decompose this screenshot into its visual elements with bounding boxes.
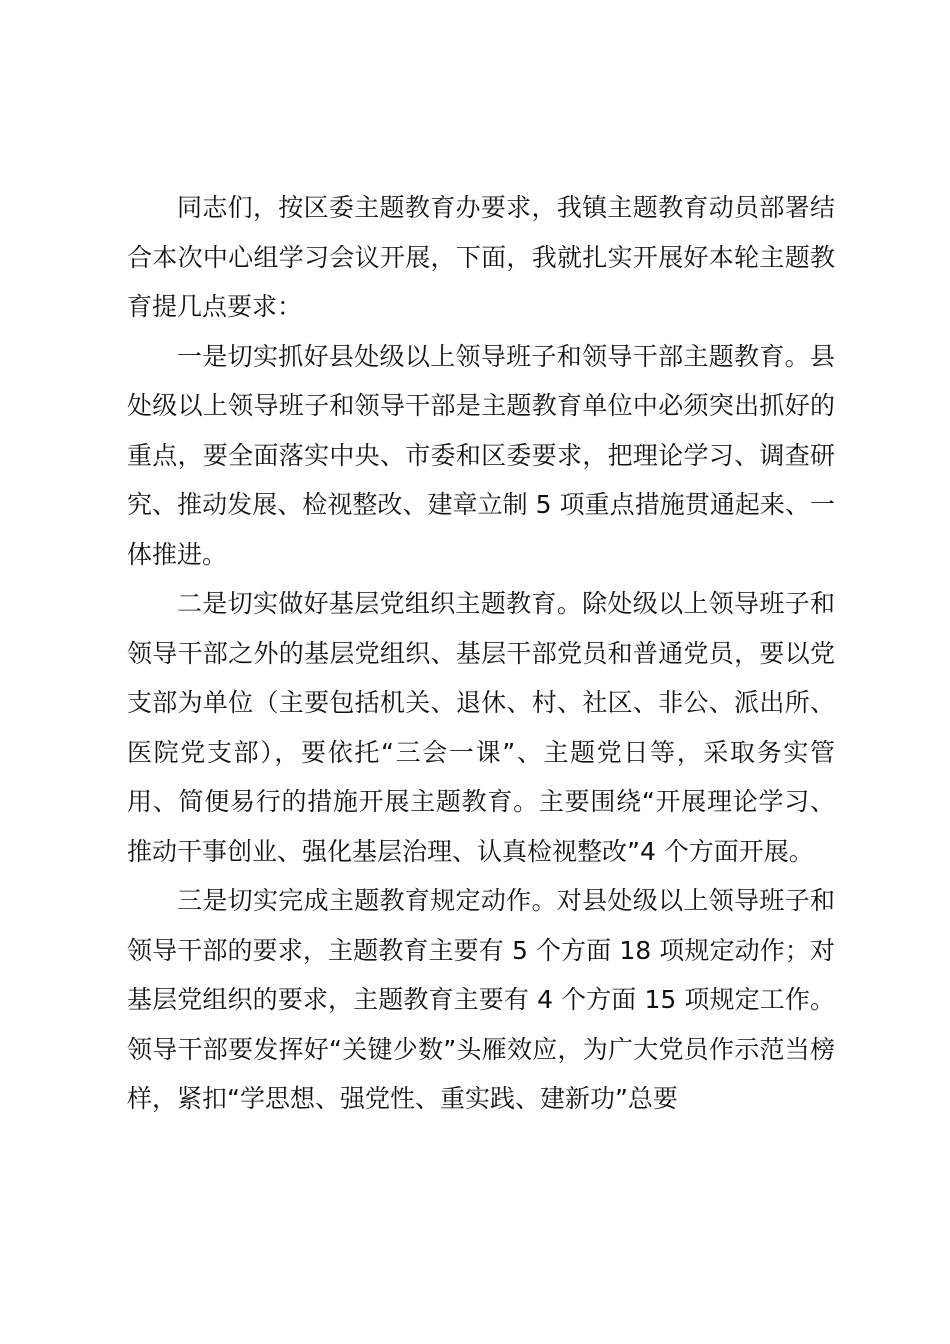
paragraph-intro: 同志们，按区委主题教育办要求，我镇主题教育动员部署结合本次中心组学习会议开展，下面，我就扎实开展好本轮主题教育提几点要求：: [127, 193, 835, 321]
paragraph-point-one: 一是切实抓好县处级以上领导班子和领导干部主题教育。县处级以上领导班子和领导干部是主题教育单位中必须突出抓好的重点，要全面落实中央、市委和区委要求，把理论学习、调查研究、推动发展、检视整改、建章立制 5 项重点措施贯通起来、一体推进。: [127, 341, 835, 569]
paragraph-point-three: 三是切实完成主题教育规定动作。对县处级以上领导班子和领导干部的要求，主题教育主要有 5 个方面 18 项规定动作；对基层党组织的要求，主题教育主要有 4 个方面 15 项规定工作。领导干部要发挥好“关键少数”头雁效应，为广大党员作示范当榜样，紧扣“学思想、强党性、重实践、建新功”总要: [127, 886, 835, 1113]
document-body: [127, 183, 835, 1124]
paragraph-point-two: 二是切实做好基层党组织主题教育。除处级以上领导班子和领导干部之外的基层党组织、基层干部党员和普通党员，要以党支部为单位（主要包括机关、退休、村、社区、非公、派出所、医院党支部），要依托“三会一课”、主题党日等，采取务实管用、简便易行的措施开展主题教育。主要围绕“开展理论学习、推动干事创业、强化基层治理、认真检视整改”4 个方面开展。: [127, 589, 835, 866]
